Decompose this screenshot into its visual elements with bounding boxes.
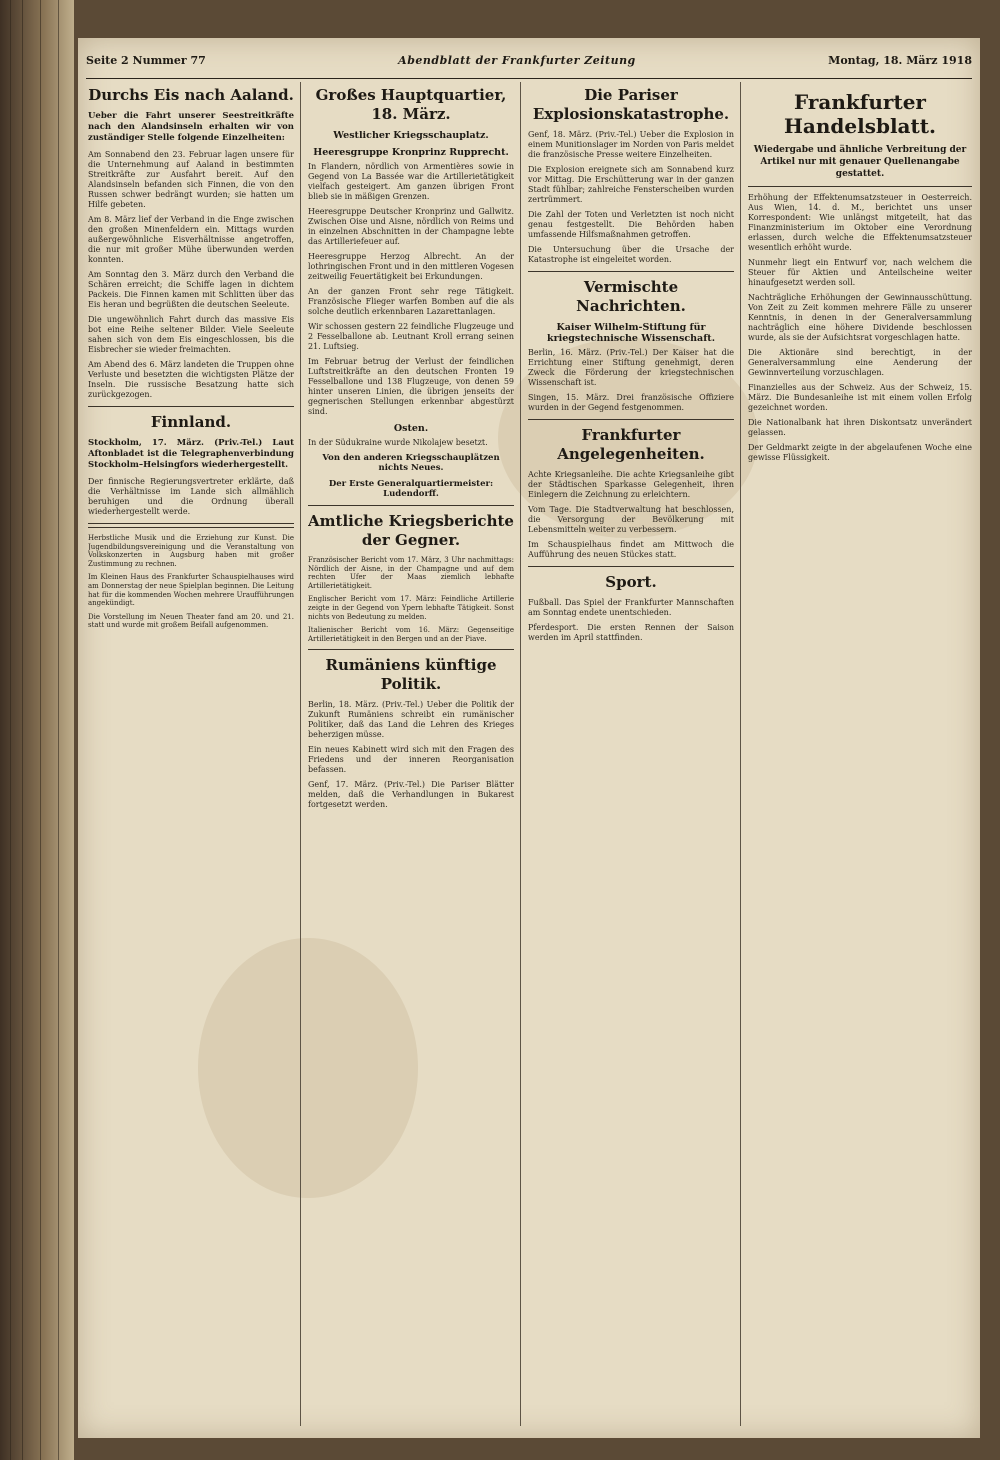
article-paragraph: Ein neues Kabinett wird sich mit den Fragen des Friedens und der inneren Reorganisation befassen.: [308, 745, 514, 775]
article-paragraph: In der Südukraine wurde Nikolajew besetzt.: [308, 438, 488, 447]
article-paragraph: Genf, 17. März. (Priv.-Tel.) Die Pariser Blätter melden, daß die Verhandlungen in Bukarest fortgesetzt werden.: [308, 780, 514, 810]
column-2: [308, 82, 514, 1430]
section-deck: Wiedergabe und ähnliche Verbreitung der Artikel nur mit genauer Quellenangabe gestattet.: [753, 145, 967, 179]
article-paragraph: Der finnische Regierungsvertreter erklärte, daß die Verhältnisse im Lande sich allmählich beruhigen und die Ordnung überall wiederhergestellt werde.: [88, 477, 294, 516]
article-paragraph: Im Schauspielhaus findet am Mittwoch die Aufführung des neuen Stückes statt.: [528, 540, 734, 559]
binding-edge: [10, 0, 11, 1460]
article-paragraph: Heeresgruppe Herzog Albrecht. An der lothringischen Front und in den mittleren Vogesen zeitweilig Feuertätigkeit bei Erkundungen.: [308, 252, 514, 281]
article-paragraph: Am Sonntag den 3. März durch den Verband die Schären erreicht; die Schiffe lagen in dichtem Packeis. Die Finnen kamen mit Schlitten über das Eis heran und begrüßten die deutschen Seeleute.: [88, 270, 294, 309]
binding-edge: [22, 0, 23, 1460]
article-paragraph: Am Sonnabend den 23. Februar lagen unsere für die Unternehmung auf Aaland in bestimmten Streitkräfte zur Ausfahrt bereit. Auf den Alandsinseln befanden sich Finnen, die von den Russen schwer bedrängt wurden; sie hatten um Hilfe gebeten.: [88, 150, 294, 209]
feuilleton-paragraph: Herbstliche Musik und die Erziehung zur Kunst. Die Jugendbildungsvereinigung und die Veranstaltung von Volkskonzerten in Augsburg haben mit großer Zustimmung zu rechnen.: [88, 534, 294, 568]
binding-edge: [58, 0, 59, 1460]
column-4: [748, 82, 972, 1430]
section-divider: [308, 505, 514, 506]
article-subhead: Osten.: [393, 423, 429, 434]
section-divider: [528, 271, 734, 272]
page-number: Seite 2 Nummer 77: [86, 54, 206, 67]
article-paragraph: Die Nationalbank hat ihren Diskontsatz unverändert gelassen.: [748, 418, 972, 437]
article-paragraph: Französischer Bericht vom 17. März, 3 Uhr nachmittags: Nördlich der Aisne, in der Champagne und auf dem rechten Ufer der Maas ziemlich lebhafte Artillerietätigkeit.: [308, 556, 514, 590]
section-headline: Frankfurter Handelsblatt.: [784, 90, 936, 138]
issue-date: Montag, 18. März 1918: [828, 54, 972, 67]
section-dateline: Stockholm, 17. März. (Priv.-Tel.) Laut Aftonbladet ist die Telegraphenverbindung Stockholm–Helsingfors wiederhergestellt.: [88, 438, 294, 470]
column-separator: [300, 82, 301, 1426]
article-intro: Ueber die Fahrt unserer Seestreitkräfte nach den Alandsinseln erhalten wir von zuständiger Stelle folgende Einzelheiten:: [88, 111, 294, 143]
article-paragraph: Berlin, 18. März. (Priv.-Tel.) Ueber die Politik der Zukunft Rumäniens schreibt ein rumänischer Politiker, daß das Land die Lehren des Krieges beherzigen müsse.: [308, 700, 514, 740]
section-headline: Rumäniens künftige Politik.: [325, 656, 497, 694]
article-paragraph: Fußball. Das Spiel der Frankfurter Mannschaften am Sonntag endete unentschieden.: [528, 598, 734, 617]
article-paragraph: Die Aktionäre sind berechtigt, in der Generalversammlung eine Aenderung der Gewinnverteilung vorzuschlagen.: [748, 348, 972, 377]
article-paragraph: Im Februar betrug der Verlust der feindlichen Luftstreitkräfte an den deutschen Fronten 19 Fesselballone und 138 Flugzeuge, von denen 59 hinter unseren Linien, die übrigen jenseits der gegnerischen Stellungen erkennbar abgestürzt sind.: [308, 357, 514, 416]
article-paragraph: Die Explosion ereignete sich am Sonnabend kurz vor Mittag. Die Erschütterung war in der ganzen Stadt fühlbar; zahlreiche Fensterscheiben wurden zertrümmert.: [528, 165, 734, 204]
feuilleton-divider: [88, 523, 294, 528]
article-paragraph: Am 8. März lief der Verband in die Enge zwischen den großen Minenfeldern ein. Mittags wurden außergewöhnliche Eisverhältnisse angetroffen, die nur mit großer Mühe überwunden werden konnten.: [88, 215, 294, 264]
article-paragraph: Die Untersuchung über die Ursache der Katastrophe ist eingeleitet worden.: [528, 245, 734, 264]
article-subhead: Heeresgruppe Kronprinz Rupprecht.: [313, 147, 509, 158]
section-headline: Amtliche Kriegsberichte der Gegner.: [308, 512, 514, 549]
article-paragraph: Wir schossen gestern 22 feindliche Flugzeuge und 2 Fesselballone ab. Leutnant Kroll errang seinen 21. Luftsieg.: [308, 322, 514, 351]
section-headline: Sport.: [605, 573, 657, 591]
article-subhead: Kaiser Wilhelm-Stiftung für kriegstechnische Wissenschaft.: [547, 322, 715, 344]
article-paragraph: Singen, 15. März. Drei französische Offiziere wurden in der Gegend festgenommen.: [528, 393, 734, 412]
newspaper-title: Abendblatt der Frankfurter Zeitung: [398, 54, 636, 67]
report-closing: Von den anderen Kriegsschauplätzen nichts Neues.: [322, 453, 500, 473]
section-divider: [748, 186, 972, 187]
section-headline: Frankfurter Angelegenheiten.: [557, 426, 705, 463]
newspaper-page: [78, 38, 980, 1438]
article-paragraph: An der ganzen Front sehr rege Tätigkeit. Französische Flieger warfen Bomben auf die als solche deutlich erkennbaren Lazarettanlagen.: [308, 287, 514, 316]
article-paragraph: Heeresgruppe Deutscher Kronprinz und Gallwitz. Zwischen Oise und Aisne, nördlich von Reims und in einzelnen Abschnitten in der Champagne lebte das Artilleriefeuer auf.: [308, 207, 514, 246]
article-paragraph: Die Zahl der Toten und Verletzten ist noch nicht genau festgestellt. Die Behörden haben umfassende Hilfsmaßnahmen getroffen.: [528, 210, 734, 239]
section-headline: Vermischte Nachrichten.: [576, 278, 686, 315]
column-3: [528, 82, 734, 1430]
masthead: [86, 54, 972, 78]
article-headline: Durchs Eis nach Aaland.: [88, 86, 294, 104]
article-paragraph: In Flandern, nördlich von Armentières sowie in Gegend von La Bassée war die Artillerietätigkeit vielfach gesteigert. Am ganzen übrigen Front blieb sie in mäßigen Grenzen.: [308, 162, 514, 201]
binding-edge: [40, 0, 41, 1460]
article-paragraph: Achte Kriegsanleihe. Die achte Kriegsanleihe gibt der Städtischen Sparkasse Gelegenheit, ihren Einlegern die Zeichnung zu erleichtern.: [528, 470, 734, 499]
section-divider: [528, 419, 734, 420]
section-divider: [308, 649, 514, 650]
article-paragraph: Nachträgliche Erhöhungen der Gewinnausschüttung. Von Zeit zu Zeit kommen mehrere Fälle zu unserer Kenntnis, in denen in der Generalversammlung nachträglich eine höhere Dividende beschlossen wurde, als sie der Aufsichtsrat vorgeschlagen hatte.: [748, 293, 972, 342]
column-1: [88, 82, 294, 1430]
article-subhead: Westlicher Kriegsschauplatz.: [333, 130, 489, 141]
section-headline: Finnland.: [150, 413, 232, 431]
article-paragraph: Berlin, 16. März. (Priv.-Tel.) Der Kaiser hat die Errichtung einer Stiftung genehmigt, deren Zweck die Förderung der kriegstechnischen Wissenschaft ist.: [528, 348, 734, 387]
article-paragraph: Erhöhung der Effektenumsatzsteuer in Oesterreich. Aus Wien, 14. d. M., berichtet uns unser Korrespondent: Wie unlängst mitgeteilt, hat das Finanzministerium im Oktober eine Verordnung erlassen, durch welche die Effektenumsatzsteuer wesentlich erhöht wurde.: [748, 193, 972, 252]
article-paragraph: Am Abend des 6. März landeten die Truppen ohne Verluste und besetzten die wichtigsten Plätze der Inseln. Die russische Besatzung hatte sich zurückgezogen.: [88, 360, 294, 399]
section-divider: [528, 566, 734, 567]
article-paragraph: Pferdesport. Die ersten Rennen der Saison werden im April stattfinden.: [528, 623, 734, 642]
column-separator: [520, 82, 521, 1426]
article-paragraph: Der Geldmarkt zeigte in der abgelaufenen Woche eine gewisse Flüssigkeit.: [748, 443, 972, 462]
report-signature: Der Erste Generalquartiermeister: Ludendorff.: [328, 479, 494, 499]
article-paragraph: Englischer Bericht vom 17. März: Feindliche Artillerie zeigte in der Gegend von Ypern lebhafte Tätigkeit. Sonst nichts von Bedeutung zu melden.: [308, 595, 514, 621]
book-binding: [0, 0, 74, 1460]
feuilleton-paragraph: Die Vorstellung im Neuen Theater fand am 20. und 21. statt und wurde mit großem Beifall aufgenommen.: [88, 612, 294, 630]
column-separator: [740, 82, 741, 1426]
article-headline: Die Pariser Explosionskatastrophe.: [532, 86, 730, 123]
article-paragraph: Italienischer Bericht vom 16. März: Gegenseitige Artillerietätigkeit in den Bergen und an der Piave.: [308, 626, 514, 643]
article-paragraph: Finanzielles aus der Schweiz. Aus der Schweiz, 15. März. Die Bundesanleihe ist mit einem vollen Erfolg gezeichnet worden.: [748, 383, 972, 412]
article-headline: Großes Hauptquartier, 18. März.: [315, 86, 507, 123]
article-paragraph: Nunmehr liegt ein Entwurf vor, nach welchem die Steuer für Aktien und Anteilscheine weiter hinaufgesetzt werden soll.: [748, 258, 972, 287]
article-paragraph: Die ungewöhnlich Fahrt durch das massive Eis bot eine Reihe seltener Bilder. Viele Seeleute sahen sich von dem Eis eingeschlossen, bis die Eisbrecher sie wieder freimachten.: [88, 315, 294, 354]
feuilleton-paragraph: Im Kleinen Haus des Frankfurter Schauspielhauses wird am Donnerstag der neue Spielplan beginnen. Die Leitung hat für die kommenden Wochen mehrere Uraufführungen angekündigt.: [88, 573, 294, 608]
article-paragraph: Genf, 18. März. (Priv.-Tel.) Ueber die Explosion in einem Munitionslager im Norden von Paris meldet die französische Presse weitere Einzelheiten.: [528, 130, 734, 159]
masthead-rule: [86, 78, 972, 79]
section-divider: [88, 406, 294, 407]
article-paragraph: Vom Tage. Die Stadtverwaltung hat beschlossen, die Versorgung der Bevölkerung mit Lebensmitteln weiter zu verbessern.: [528, 505, 734, 534]
